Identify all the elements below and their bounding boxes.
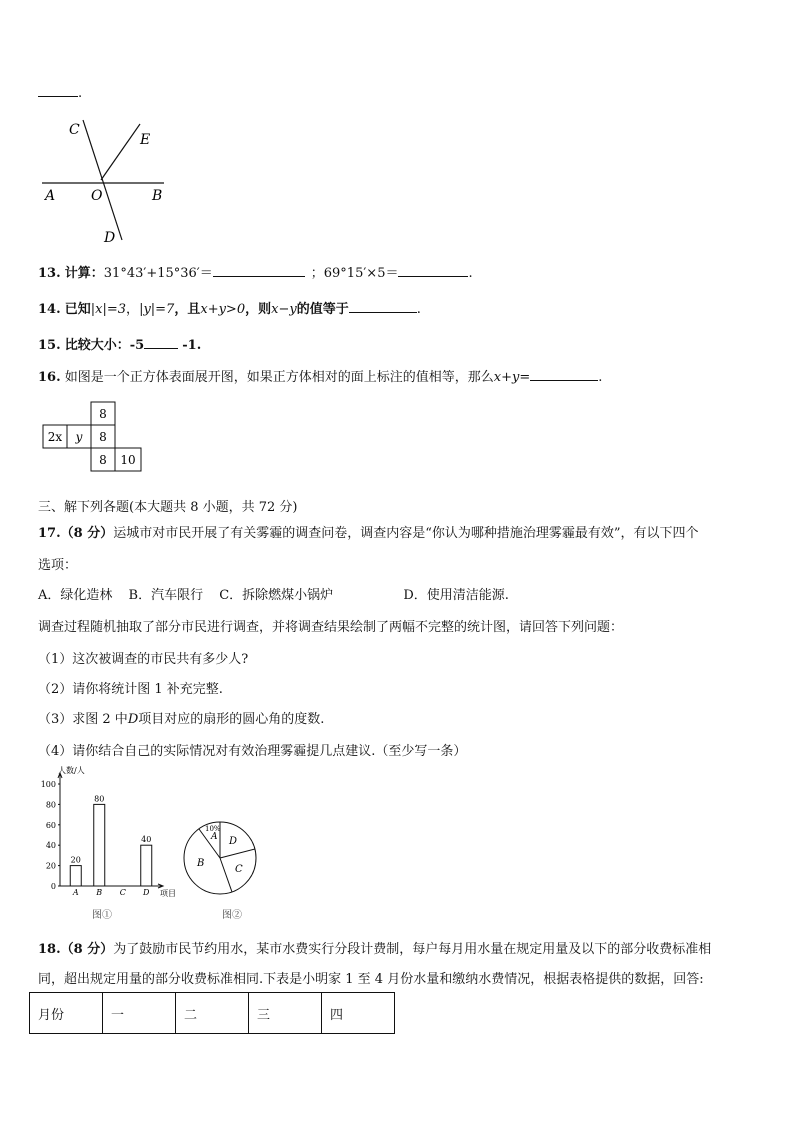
pie-label-a: A <box>211 832 218 842</box>
q17-option-c: C．拆除燃煤小锅炉 <box>219 588 334 603</box>
q14-t4: 的值等于 <box>296 302 349 317</box>
pie-label-d: D <box>229 836 238 847</box>
label-d: D <box>104 230 116 246</box>
q17-text1: 运城市对市民开展了有关雾霾的调查问卷，调查内容是“你认为哪种措施治理雾霾最有效”，有以下四个 <box>113 526 699 541</box>
q17-sub3-b: 项目对应的扇形的圆心角的度数. <box>138 712 325 727</box>
q14-end: . <box>416 302 421 317</box>
table-cell-month: 月份 <box>30 993 103 1034</box>
bar-chart-ylabel: 人数/人 <box>58 766 85 775</box>
y-tick-label: 100 <box>40 780 56 789</box>
q17-sub3-var: D <box>127 712 139 727</box>
question-13 <box>38 262 473 281</box>
q18-number: 18. <box>38 942 61 957</box>
q15-end: . <box>196 338 202 353</box>
bar-data-label-a: 20 <box>70 855 81 865</box>
bar-chart <box>36 764 186 922</box>
q14-abs-x: |x|=3 <box>90 302 127 317</box>
net-label-top: 8 <box>99 407 107 421</box>
bar-chart-marks <box>70 794 152 897</box>
q13-sep: ； <box>310 266 324 281</box>
q15-label: 比较大小： <box>64 338 130 353</box>
bar-d <box>141 845 152 886</box>
table-cell-3: 三 <box>249 993 322 1034</box>
q13-expr1: 31°43′+15°36′＝ <box>103 266 213 281</box>
section-3-heading: 三、解下列各题(本大题共 8 小题，共 72 分) <box>38 500 298 515</box>
bar-data-label-d: 40 <box>141 835 152 845</box>
x-tick-label-a: A <box>72 888 79 897</box>
y-tick-label: 40 <box>45 841 56 851</box>
label-e: E <box>140 132 151 148</box>
ray-oe <box>101 124 140 180</box>
q14-cond: x+y>0 <box>200 302 246 317</box>
label-a: A <box>45 188 56 204</box>
question-14 <box>38 298 421 317</box>
x-tick-label-c: C <box>119 888 126 897</box>
y-tick-label: 60 <box>45 820 56 830</box>
q13-blank1 <box>213 264 305 277</box>
q17-sub3-a: （3）求图 2 中 <box>38 712 128 727</box>
x-tick-label-d: D <box>143 888 150 897</box>
net-label-bottom: 8 <box>99 453 107 467</box>
water-fee-table <box>29 992 395 1034</box>
table-cell-4: 四 <box>322 993 395 1034</box>
q12-answer-blank <box>38 84 82 101</box>
q16-end: . <box>598 370 603 385</box>
table-header-row <box>30 993 395 1034</box>
label-b: B <box>152 188 163 204</box>
q15-number: 15. <box>38 338 61 353</box>
q12-period: . <box>78 86 83 101</box>
q14-t2: ，且 <box>174 302 201 317</box>
x-tick-label-b: B <box>96 888 103 897</box>
bar-b <box>94 804 105 886</box>
q18-line1 <box>38 938 711 957</box>
q14-blank <box>349 300 417 313</box>
q14-t3: ，则 <box>245 302 272 317</box>
q18-text1: 为了鼓励市民节约用水，某市水费实行分段计费制，每户每月用水量在规定用量及以下的部分收费标准相 <box>113 942 712 957</box>
q15-b: -1 <box>182 338 197 353</box>
pie-label-b: B <box>197 858 205 869</box>
q17-option-b: B．汽车限行 <box>128 588 204 603</box>
label-o: O <box>91 188 103 204</box>
y-tick-label: 0 <box>50 882 56 891</box>
net-label-left1: 2x <box>47 430 63 444</box>
q14-abs-y: |y|=7 <box>139 302 175 317</box>
question-16 <box>38 366 602 385</box>
q17-options <box>38 584 509 603</box>
pie-divider-4 <box>220 858 232 892</box>
angle-figure <box>36 118 176 248</box>
q18-line2: 同，超出规定用量的部分收费标准相同.下表是小明家 1 至 4 月份水量和缴纳水费情况，根据表格提供的数据，回答: <box>38 972 704 987</box>
q13-label: 计算： <box>64 266 104 281</box>
q17-sub4: （4）请你结合自己的实际情况对有效治理雾霾提几点建议.（至少写一条） <box>38 744 467 759</box>
cube-net-figure <box>40 400 144 474</box>
pie-label-c: C <box>235 864 243 875</box>
q14-t1: 已知 <box>64 302 91 317</box>
line-cd <box>83 120 122 240</box>
q16-expr: x+y= <box>493 370 531 385</box>
q17-sub1: （1）这次被调查的市民共有多少人? <box>38 652 249 667</box>
q17-line2: 选项： <box>38 558 78 573</box>
q15-a: -5 <box>129 338 145 353</box>
q17-line3: 调查过程随机抽取了部分市民进行调查，并将调查结果绘制了两幅不完整的统计图，请回答下列问题： <box>38 620 624 635</box>
y-tick-label: 20 <box>45 861 56 871</box>
q17-points: （8 分） <box>60 526 114 541</box>
q16-number: 16. <box>38 370 61 385</box>
q14-number: 14. <box>38 302 61 317</box>
q17-sub3 <box>38 708 324 727</box>
net-label-right: 10 <box>120 453 136 467</box>
q17-option-d: D．使用清洁能源. <box>403 588 509 603</box>
bar-data-label-b: 80 <box>94 794 105 804</box>
q18-points: （8 分） <box>60 942 114 957</box>
q16-text: 如图是一个正方体表面展开图，如果正方体相对的面上标注的值相等，那么 <box>64 370 494 385</box>
net-label-left2: y <box>75 430 83 444</box>
pie-divider-3 <box>220 849 255 858</box>
q13-expr2: 69°15′×5＝ <box>323 266 399 281</box>
pie-chart-caption: 图② <box>222 910 242 921</box>
q13-end: . <box>468 266 473 281</box>
table-cell-1: 一 <box>103 993 176 1034</box>
q14-diff: x−y <box>271 302 297 317</box>
pie-chart <box>180 810 264 922</box>
question-15 <box>38 334 201 353</box>
q17-number: 17. <box>38 526 61 541</box>
bar-a <box>70 866 81 886</box>
table-cell-2: 二 <box>176 993 249 1034</box>
bar-chart-xlabel: 项目 <box>160 889 176 898</box>
y-tick-label: 80 <box>45 800 56 810</box>
bar-chart-caption: 图① <box>92 910 112 921</box>
q13-number: 13. <box>38 266 61 281</box>
q17-sub2: （2）请你将统计图 1 补充完整. <box>38 682 223 697</box>
q17-line1 <box>38 522 699 541</box>
net-label-mid: 8 <box>99 430 107 444</box>
q14-comma: ， <box>126 302 140 317</box>
q13-blank2 <box>398 264 468 277</box>
q17-option-a: A．绿化造林 <box>38 588 113 603</box>
pie-annotation-a: 10% <box>205 825 221 833</box>
q16-blank <box>530 368 598 381</box>
label-c: C <box>69 122 80 138</box>
q15-blank <box>144 336 178 349</box>
